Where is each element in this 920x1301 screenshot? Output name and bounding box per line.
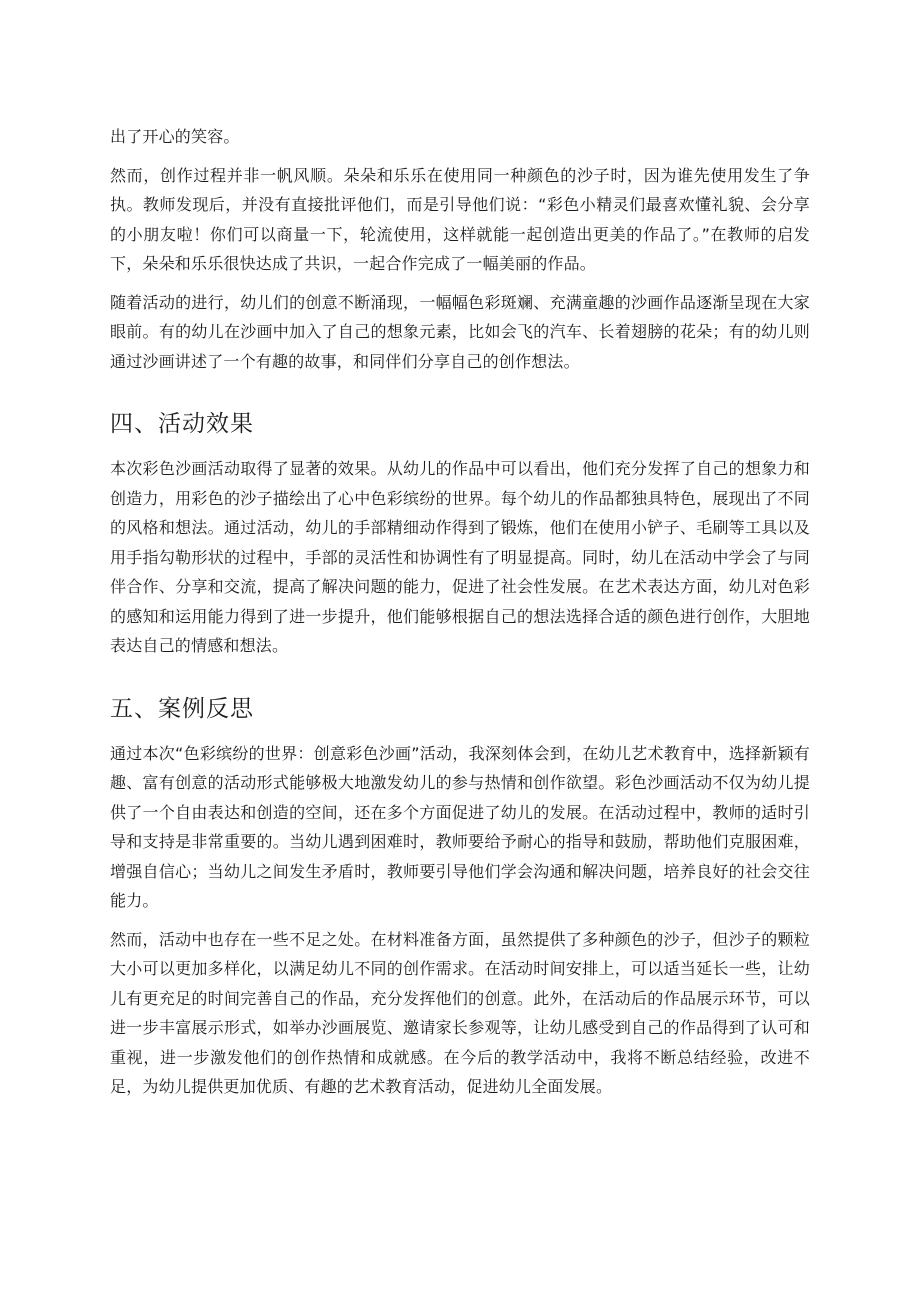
section-heading-reflection: 五、案例反思 [110, 695, 254, 722]
paragraph-creativity: 随着活动的进行，幼儿们的创意不断涌现，一幅幅色彩斑斓、充满童趣的沙画作品逐渐呈现在大家眼前。有的幼儿在沙画中加入了自己的想象元素，比如会飞的汽车、长着翅膀的花朵；有的幼儿则通过沙画讲述了一个有趣的故事，和同伴们分享自己的创作想法。 [110, 292, 810, 371]
paragraph-effects: 本次彩色沙画活动取得了显著的效果。从幼儿的作品中可以看出，他们充分发挥了自己的想象力和创造力，用彩色的沙子描绘出了心中色彩缤纷的世界。每个幼儿的作品都独具特色，展现出了不同的风格和想法。通过活动，幼儿的手部精细动作得到了锻炼，他们在使用小铲子、毛刷等工具以及用手指勾勒形状的过程中，手部的灵活性和协调性有了明显提高。同时，幼儿在活动中学会了与同伴合作、分享和交流，提高了解决问题的能力，促进了社会性发展。在艺术表达方面，幼儿对色彩的感知和运用能力得到了进一步提升，他们能够根据自己的想法选择合适的颜色进行创作，大胆地表达自己的情感和想法。 [110, 459, 810, 655]
paragraph-reflection-1: 通过本次“色彩缤纷的世界：创意彩色沙画”活动，我深刻体会到，在幼儿艺术教育中，选择新颖有趣、富有创意的活动形式能够极大地激发幼儿的参与热情和创作欲望。彩色沙画活动不仅为幼儿提供了一个自由表达和创造的空间，还在多个方面促进了幼儿的发展。在活动过程中，教师的适时引导和支持是非常重要的。当幼儿遇到困难时，教师要给予耐心的指导和鼓励，帮助他们克服困难，增强自信心；当幼儿之间发生矛盾时，教师要引导他们学会沟通和解决问题，培养良好的社会交往能力。 [110, 743, 810, 910]
paragraph-continuation: 出了开心的笑容。 [110, 127, 240, 146]
section-heading-effects: 四、活动效果 [110, 411, 254, 437]
document-page [110, 122, 810, 1111]
paragraph-reflection-2: 然而，活动中也存在一些不足之处。在材料准备方面，虽然提供了多种颜色的沙子，但沙子的颗粒大小可以更加多样化，以满足幼儿不同的创作需求。在活动时间安排上，可以适当延长一些，让幼儿有更充足的时间完善自己的作品，充分发挥他们的创意。此外，在活动后的作品展示环节，可以进一步丰富展示形式，如举办沙画展览、邀请家长参观等，让幼儿感受到自己的作品得到了认可和重视，进一步激发他们的创作热情和成就感。在今后的教学活动中，我将不断总结经验，改进不足，为幼儿提供更加优质、有趣的艺术教育活动，促进幼儿全面发展。 [110, 929, 810, 1096]
paragraph-conflict: 然而，创作过程并非一帆风顺。朵朵和乐乐在使用同一种颜色的沙子时，因为谁先使用发生了争执。教师发现后，并没有直接批评他们，而是引导他们说：“彩色小精灵们最喜欢懂礼貌、会分享的小朋友啦！你们可以商量一下，轮流使用，这样就能一起创造出更美的作品了。”在教师的启发下，朵朵和乐乐很快达成了共识，一起合作完成了一幅美丽的作品。 [110, 165, 810, 273]
